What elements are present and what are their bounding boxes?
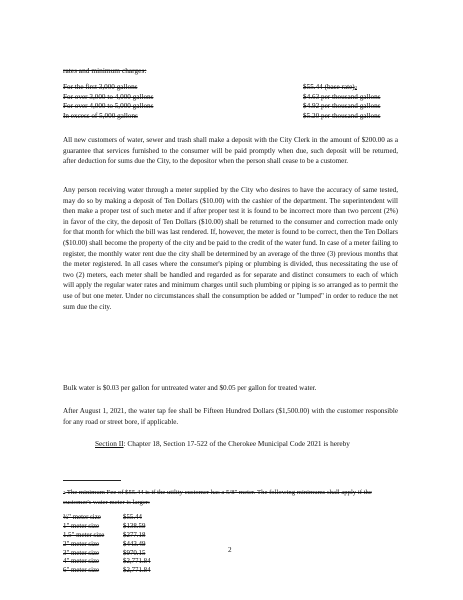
meter-row <box>63 532 173 541</box>
meter-test-paragraph: Any person receiving water through a meter supplied by the City who desires to have the accuracy of same tested, may do so by making a deposit of Ten Dollars ($10.00) with the cashier of the department. The superintendent will then make a proper test of such meter and if after proper test it is found to be incorrect more than two percent (2%) in favor of the city, the deposit of Ten Dollars ($10.00) shall be returned to the consumer and correction made only for that month for which the bill was last rendered. If, however, the meter is found to be correct, then the Ten Dollars ($10.00) shall become the property of the city and be paid to the credit of the water fund. In case of a meter failing to register, the monthly water rent due the city shall be determined by an average of the three (3) previous months that the meter registered. In all cases where the consumer's piping or plumbing is divided, thus necessitating the use of two (2) meters, each meter shall be handled and regarded as for separate and distinct consumers to each of which will apply the regular water rates and minimum charges until such plumbing or piping is so arranged as to permit the use of but one meter. Under no circumstances shall the consumption be added or "lumped" in order to reduce the net sum due the city. <box>63 186 398 311</box>
deposit-paragraph: All new customers of water, sewer and trash shall make a deposit with the City Clerk in the amount of $200.00 as a guarantee that services furnished to the consumer will be paid promptly when due, such deposit will be returned, after deduction for sums due the City, to the depositor when the person shall cease to be a customer. <box>63 136 398 166</box>
section-heading <box>95 439 398 450</box>
meter-row <box>63 523 173 532</box>
rate-value: $55.44 (base rate)$^2$ <box>303 83 357 91</box>
meter-size: 2" meter size <box>63 540 100 548</box>
section-label: Section II <box>95 439 124 448</box>
footnote-marker: 2 <box>63 490 66 495</box>
rate-value: $4.92 per thousand gallons <box>303 102 381 111</box>
footnote <box>63 488 373 507</box>
meter-size: 4" meter size <box>63 558 100 566</box>
meter-row <box>63 558 173 567</box>
bulk-water-paragraph: Bulk water is $0.03 per gallon for untreated water and $0.05 per gallon for treated water. <box>63 384 317 392</box>
section-text: : Chapter 18, Section 17-522 of the Cherokee Municipal Code 2021 is hereby <box>123 439 350 448</box>
rate-row <box>63 102 397 112</box>
meter-price: $970.15 <box>123 549 146 557</box>
meter-size: ¾" meter size <box>63 514 101 521</box>
meter-size: 1" meter size <box>63 522 100 530</box>
meter-price: $2,771.84 <box>123 567 151 575</box>
meter-price: $443.49 <box>123 540 146 548</box>
footnote-text: The minimum Fee of $55.44 is if the utility customer has a 5/8" meter. The following minimums shall apply if the customer's water meter is larger: <box>63 489 372 506</box>
meter-size: 1.5" meter size <box>63 531 105 539</box>
rate-value: $5.20 per thousand gallons <box>303 111 381 120</box>
meter-size: 3" meter size <box>63 549 100 557</box>
meter-row <box>63 514 173 523</box>
footnote-divider <box>63 480 121 481</box>
meter-price: $138.59 <box>123 522 146 530</box>
page-number: 2 <box>228 546 232 554</box>
rate-label: For over 4,000 to 5,000 gallons <box>63 102 154 111</box>
footnote-ref: 2 <box>354 85 357 90</box>
rates-heading: rates and minimum charges: <box>63 66 147 75</box>
rate-table <box>63 83 397 121</box>
meter-size-table <box>63 514 173 576</box>
meter-row <box>63 550 173 559</box>
meter-row <box>63 541 173 550</box>
rate-row <box>63 112 397 122</box>
rate-label: For the first 3,000 gallons <box>63 83 138 91</box>
meter-price: $2,771.84 <box>123 558 151 566</box>
tap-fee-paragraph: After August 1, 2021, the water tap fee shall be Fifteen Hundred Dollars ($1,500.00) with the customer responsible for any road or street bore, if applicable. <box>63 407 398 426</box>
meter-price: $55.44 <box>123 514 142 521</box>
meter-price: $277.18 <box>123 531 146 539</box>
meter-row <box>63 567 173 576</box>
rate-label: For over 3,000 to 4,000 gallons <box>63 92 154 101</box>
rate-row <box>63 93 397 103</box>
rate-label: In excess of 5,000 gallons <box>63 111 138 120</box>
meter-size: 6" meter size <box>63 567 100 575</box>
rate-row <box>63 83 397 93</box>
rate-value: $4.63 per thousand gallons <box>303 92 381 101</box>
